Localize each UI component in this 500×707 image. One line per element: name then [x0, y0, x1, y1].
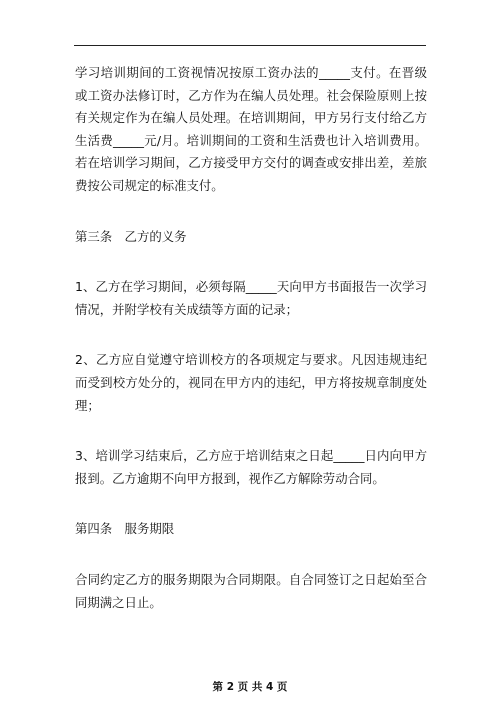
section-heading-article-4: 第四条 服务期限 [75, 521, 175, 537]
page-number-footer: 第 2 页 共 4 页 [212, 681, 288, 693]
paragraph-obligation-3: 3、培训学习结束后，乙方应于培训结束之日起_____日内向甲方报到。乙方逾期不向甲方报到，视作乙方解除劳动合同。 [75, 448, 427, 486]
paragraph-obligation-2: 2、乙方应自觉遵守培训校方的各项规定与要求。凡因违规违纪而受到校方处分的，视同在甲方内的违纪，甲方将按规章制度处理； [75, 352, 427, 413]
header-rule [74, 45, 426, 46]
paragraph-training-wages: 学习培训期间的工资视情况按原工资办法的_____支付。在晋级或工资办法修订时，乙方作为在编人员处理。社会保险原则上按有关规定作为在编人员处理。在培训期间，甲方另行支付给乙方生活费_____元/月。培训期间的工资和生活费也计入培训费用。若在培训学习期间，乙方接受甲方交付的调查或安排出差，差旅费按公司规定的标准支付。 [75, 65, 427, 193]
paragraph-service-term: 合同约定乙方的服务期限为合同期限。自合同签订之日起始至合同期满之日止。 [75, 571, 427, 610]
section-heading-article-3: 第三条 乙方的义务 [75, 228, 187, 244]
document-body [75, 62, 427, 614]
paragraph-obligation-1: 1、乙方在学习期间，必须每隔_____天向甲方书面报告一次学习情况，并附学校有关成绩等方面的记录； [75, 279, 427, 317]
